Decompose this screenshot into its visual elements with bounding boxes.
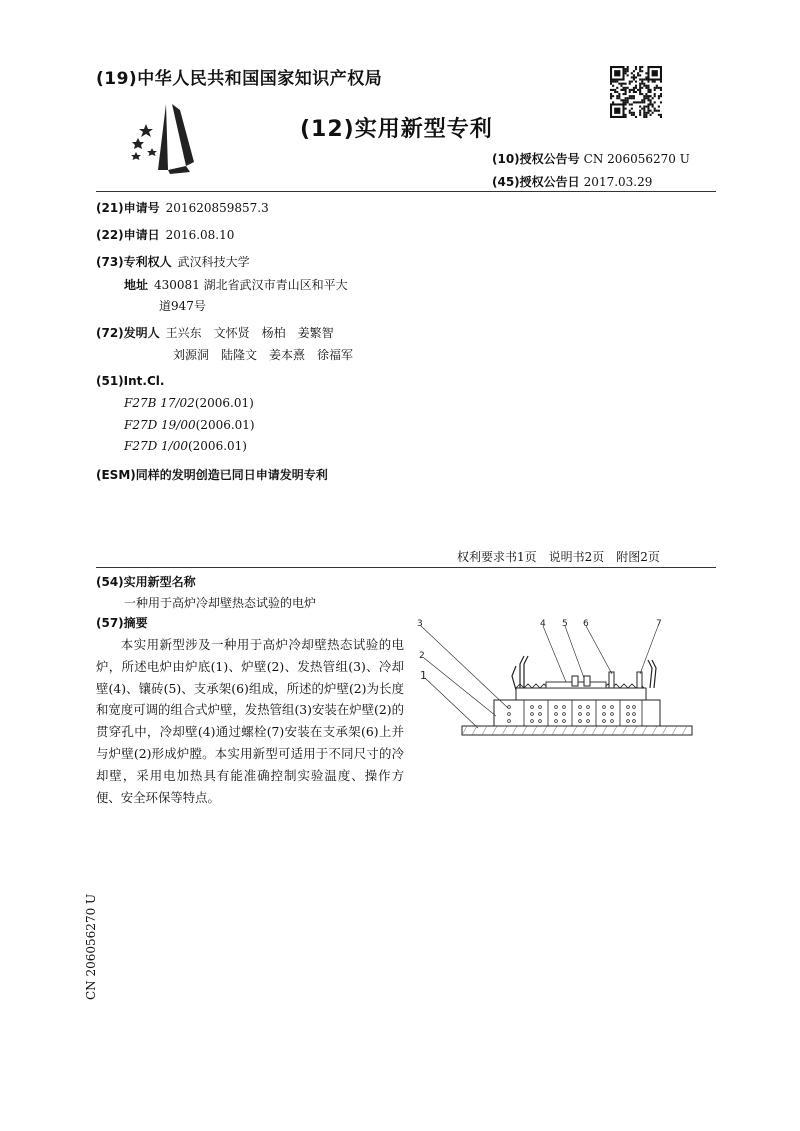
- ipc-code: F27D 19/00: [124, 418, 196, 432]
- publication-date: 2017.03.29: [583, 175, 653, 189]
- ipc-code: F27B 17/02: [124, 396, 195, 410]
- ipc-code: F27D 1/00: [124, 439, 188, 453]
- ipc-item: [124, 396, 254, 410]
- application-number: 201620859857.3: [165, 201, 269, 215]
- inventors-label: (72)发明人: [96, 326, 160, 340]
- abstract-label: (57)摘要: [96, 616, 148, 630]
- inventors-row: [96, 324, 334, 341]
- inventors-line-2-row: [173, 346, 353, 363]
- furnace-drawing: [412, 616, 702, 746]
- address-line-1: 430081 湖北省武汉市青山区和平大: [154, 278, 348, 292]
- document-type: (12)实用新型专利: [300, 117, 493, 142]
- patentee: 武汉科技大学: [177, 255, 250, 269]
- utility-model-title: 一种用于高炉冷却壁热态试验的电炉: [124, 596, 317, 610]
- inventors-line-2: 刘源洞 陆隆文 姜本熹 徐福军: [173, 348, 354, 362]
- esm-note-row: [96, 466, 328, 483]
- address-row: [124, 276, 348, 293]
- application-date-row: [96, 226, 234, 243]
- application-number-row: [96, 199, 269, 216]
- publication-date-row: [492, 173, 652, 190]
- abstract-label-row: [96, 614, 148, 631]
- intcl-row: [96, 374, 164, 388]
- page-counts: 权利要求书1页 说明书2页 附图2页: [457, 550, 660, 564]
- address-label: 地址: [124, 278, 149, 292]
- address-line-2-row: [159, 297, 206, 314]
- title-label-row: [96, 573, 196, 590]
- ipc-item: [124, 418, 255, 432]
- address-line-2: 道947号: [159, 299, 206, 313]
- publication-number: CN 206056270 U: [583, 152, 690, 166]
- side-publication-number: CN 206056270 U: [84, 893, 98, 1000]
- figure-label: 7: [656, 619, 662, 629]
- figure-label: 1: [420, 669, 427, 682]
- figure-label: 2: [419, 651, 425, 661]
- qr-code: [610, 66, 662, 118]
- publication-number-label: (10)授权公告号: [492, 152, 580, 166]
- patentee-row: [96, 253, 250, 270]
- application-date: 2016.08.10: [165, 228, 235, 242]
- publication-date-label: (45)授权公告日: [492, 175, 580, 189]
- office-name: (19)中华人民共和国国家知识产权局: [96, 69, 383, 89]
- ipc-version: (2006.01): [195, 418, 255, 432]
- application-number-label: (21)申请号: [96, 201, 160, 215]
- publication-number-row: [492, 150, 690, 167]
- patentee-label: (73)专利权人: [96, 255, 172, 269]
- esm-note: (ESM)同样的发明创造已同日申请发明专利: [96, 468, 328, 482]
- inventors-line-1: 王兴东 文怀贤 杨柏 姜繁智: [165, 326, 334, 340]
- pages-divider: [96, 567, 716, 568]
- figure-label: 4: [540, 619, 546, 629]
- ipc-version: (2006.01): [194, 396, 254, 410]
- utility-model-title-label: (54)实用新型名称: [96, 575, 196, 589]
- figure-label: 3: [417, 619, 423, 629]
- header-divider: [96, 191, 716, 192]
- ipc-version: (2006.01): [187, 439, 247, 453]
- cnipa-logo: [128, 100, 208, 175]
- ipc-item: [124, 439, 247, 453]
- intcl-label: (51)Int.Cl.: [96, 374, 165, 388]
- figure-label: 6: [583, 619, 589, 629]
- application-date-label: (22)申请日: [96, 228, 160, 242]
- figure-label: 5: [562, 619, 568, 629]
- abstract-text: 本实用新型涉及一种用于高炉冷却壁热态试验的电炉，所述电炉由炉底(1)、炉壁(2)、发热管组(3)、冷却壁(4)、镶砖(5)、支承架(6)组成，所述的炉壁(2)为长度和宽度可调的组合式炉壁，发热管组(3)安装在炉壁(2)的贯穿孔中，冷却壁(4)通过螺栓(7)安装在支承架(6)上并与炉壁(2)形成炉膛。本实用新型可适用于不同尺寸的冷却壁，采用电加热具有能准确控制实验温度、操作方便、安全环保等特点。: [96, 637, 404, 805]
